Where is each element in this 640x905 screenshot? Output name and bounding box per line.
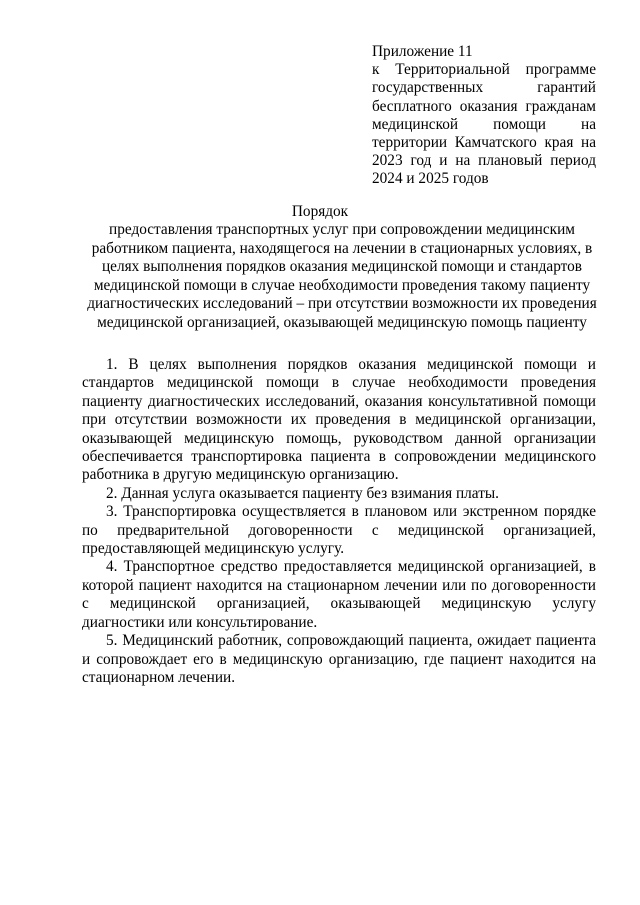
paragraph-5: 5. Медицинский работник, сопровождающий пациента, ожидает пациента и сопровождает его в медицинскую организацию, где пациент находится на стационарном лечении. — [82, 632, 596, 686]
appendix-header — [372, 43, 596, 189]
document-title: Порядок — [291, 203, 349, 220]
paragraph-3: 3. Транспортировка осуществляется в плановом или экстренном порядке по предварительной договоренности с медицинской организацией, предоставляющей медицинскую услугу. — [82, 503, 596, 558]
paragraph-1: 1. В целях выполнения порядков оказания медицинской помощи и стандартов медицинской помощи в случае необходимости проведения пациенту диагностических исследований, оказания консультативной помощи при отсутствии возможности их проведения в медицинской организации, оказывающей медицинскую помощь, руководством данной организации обеспечивается транспортировка пациента в сопровождении медицинского работника в другую медицинскую организацию. — [82, 356, 596, 484]
document-subtitle: предоставления транспортных услуг при сопровождении медицинским работником пациента, находящегося на лечении в стационарных условиях, в целях выполнения порядков оказания медицинской помощи и стандартов медицинской помощи в случае необходимости проведения такому пациенту диагностических исследований – при отсутствии возможности их проведения медицинской организацией, оказывающей медицинскую помощь пациенту — [87, 221, 597, 331]
appendix-description: к Территориальной программе государственных гарантий бесплатного оказания гражданам медицинской помощи на территории Камчатского края на 2023 год и на плановый период 2024 и 2025 годов — [372, 61, 596, 188]
document-body — [82, 356, 596, 687]
appendix-number: Приложение 11 — [372, 43, 473, 60]
paragraph-2: 2. Данная услуга оказывается пациенту без взимания платы. — [106, 484, 499, 502]
paragraph-4: 4. Транспортное средство предоставляется медицинской организацией, в которой пациент находится на стационарном лечении или по договоренности с медицинской организацией, оказывающей медицинскую услугу диагностики или консультирование. — [82, 558, 596, 631]
